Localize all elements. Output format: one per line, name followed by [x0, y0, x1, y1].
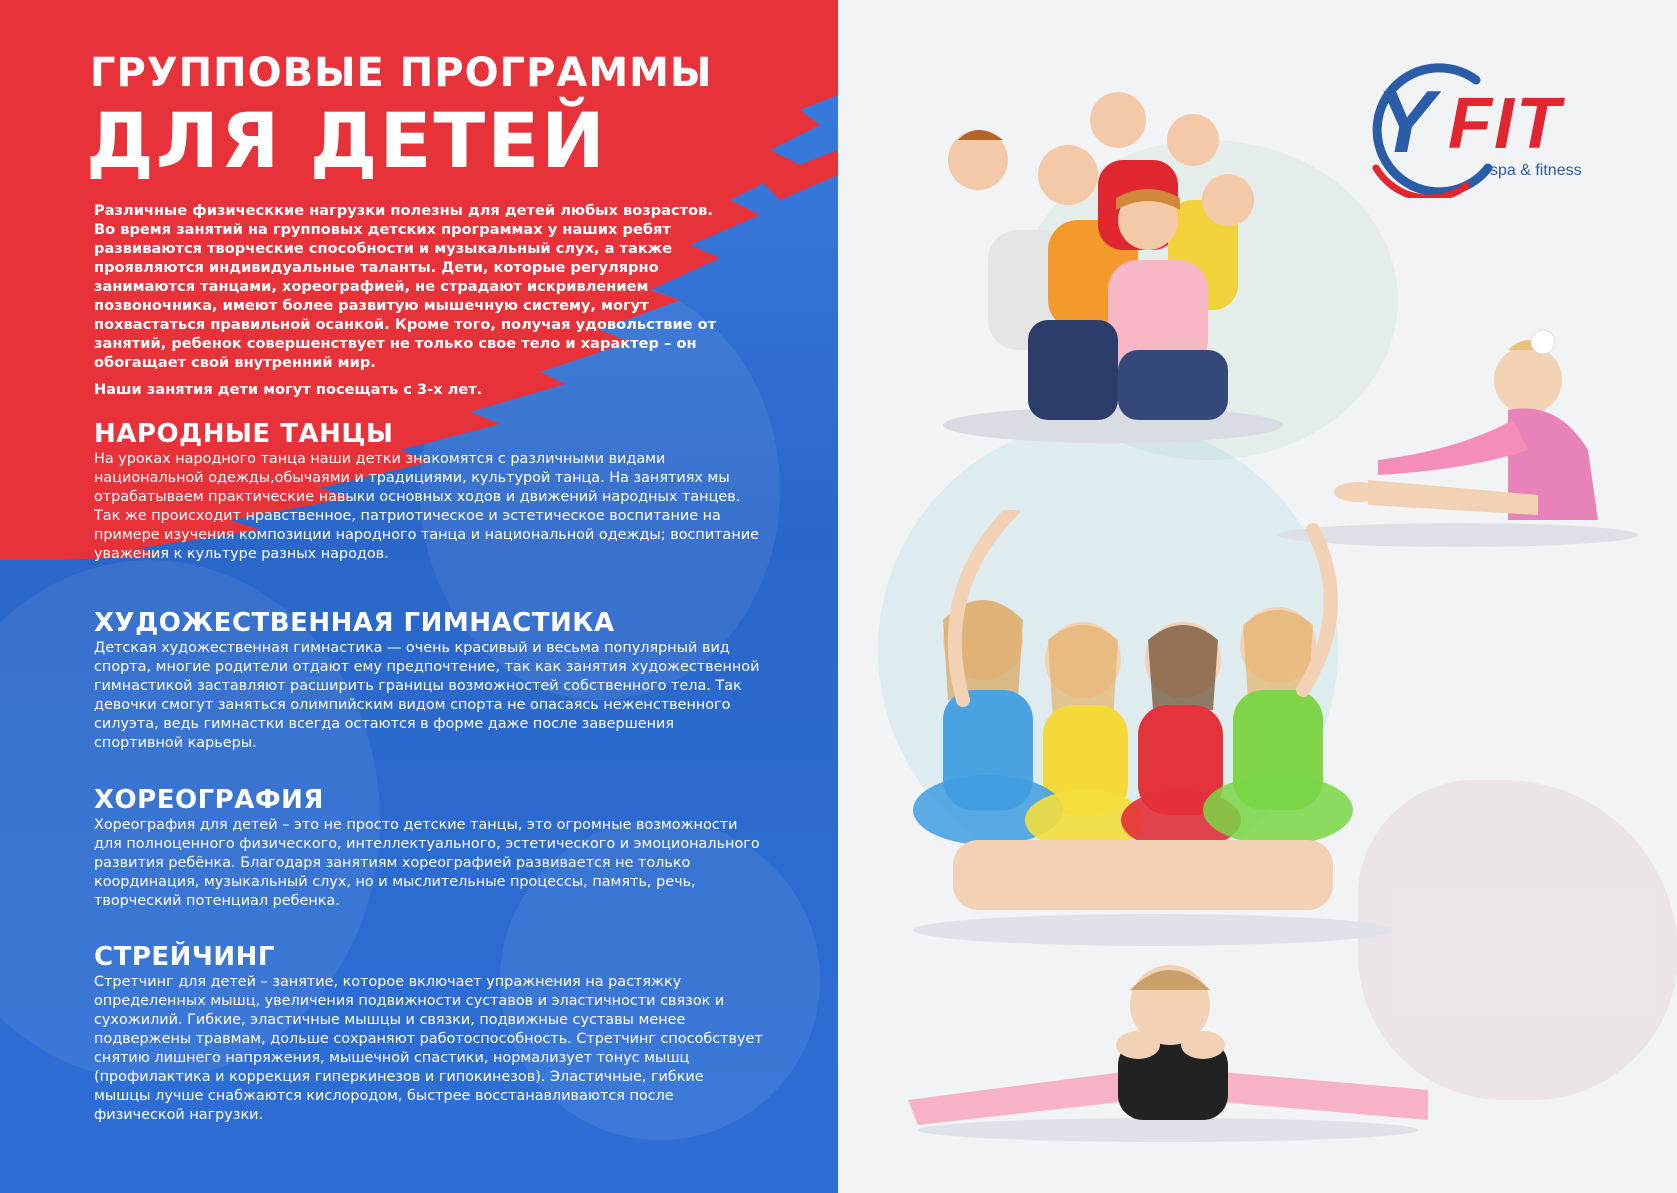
title-line-2: ДЛЯ ДЕТЕЙ: [86, 96, 607, 185]
group-kids-photo: [918, 80, 1308, 460]
section-stretching: [94, 941, 764, 1125]
section-heading: СТРЕЙЧИНГ: [94, 942, 275, 972]
girl-splits-photo: [898, 950, 1438, 1150]
yfit-logo: [1356, 58, 1616, 198]
section-text: Стретчинг для детей – занятие, которое включает упражнения на растяжку определенных мышц, увеличения подвижности суставов и эластичности связок и сухожилий. Гибкие, эластичные мышцы и связки, подвижные суставы менее подвержены травмам, дольше сохраняют работоспособность. Стретчинг способствует снятию лишнего напряжения, мышечной спастики, нормализует тонус мышц (профилактика и коррекция гиперкинезов и гипокинезов). Эластичные, гибкие мышцы лучше снабжаются кислородом, быстрее восстанавливаются после физической нагрузки.: [94, 974, 763, 1123]
section-heading: ХУДОЖЕСТВЕННАЯ ГИМНАСТИКА: [94, 608, 615, 638]
section-rhythmic-gymnastics: [94, 607, 764, 753]
intro-block: [94, 201, 734, 407]
intro-paragraph: Различные физическкие нагрузки полезны для детей любых возрастов. Во время занятий на групповых детских программах у наших ребят развиваются творческие способности и музыкальный слух, а также проявляются индивидуальные таланты. Дети, которые регулярно занимаются танцами, хореографией, не страдают искривлением позвоночника, имеют более развитую мышечную систему, могут похвастаться правильной осанкой. Кроме того, получая удовольствие от занятий, ребенок совершенствует не только свое тело и характер – он обогащает свой внутренний мир.: [94, 202, 717, 371]
section-text: Детская художественная гимнастика — очень красивый и весьма популярный вид спорта, многие родители отдают ему предпочтение, так как занятия художественной гимнастикой заставляют расширить границы возможностей собственного тела. Так девочки смогут заняться олимпийским видом спорта не опасаясь неженственного силуэта, ведь гимнастки всегда остаются в форме даже после завершения спортивной карьеры.: [94, 640, 760, 751]
section-heading: НАРОДНЫЕ ТАНЦЫ: [94, 419, 394, 449]
section-heading: ХОРЕОГРАФИЯ: [94, 785, 324, 815]
age-note: Наши занятия дети могут посещать с 3-х лет.: [94, 381, 483, 398]
section-text: На уроках народного танца наши детки знакомятся с различными видами национальной одежды,обычаями и традициями, культурой танца. На занятиях мы отрабатываем практические навыки основных ходов и движений народных танцев. Так же происходит нравственное, патриотическое и эстетическое воспитание на примере изучения композиции народного танца и национальной одежды; воспитание уважения к культуре разных народов.: [94, 451, 759, 562]
title-line-1: ГРУППОВЫЕ ПРОГРАММЫ: [90, 50, 713, 96]
section-folk-dance: [94, 418, 764, 564]
section-text: Хореография для детей – это не просто детские танцы, это огромные возможности для полноценного физического, интеллектуального, эстетического и эмоционального развития ребёнка. Благодаря занятиям хореографией развивается не только координация, музыкальный слух, но и мыслительные процессы, память, речь, творческий потенциал ребенка.: [94, 817, 760, 909]
girls-tutus-photo: [893, 510, 1413, 950]
logo-letter-y: Y: [1376, 72, 1435, 171]
logo-word-fit: FIT: [1448, 84, 1562, 164]
left-panel: [0, 0, 838, 1193]
right-panel: [838, 0, 1677, 1193]
logo-tagline: spa & fitness: [1490, 162, 1582, 179]
section-choreography: [94, 784, 764, 911]
